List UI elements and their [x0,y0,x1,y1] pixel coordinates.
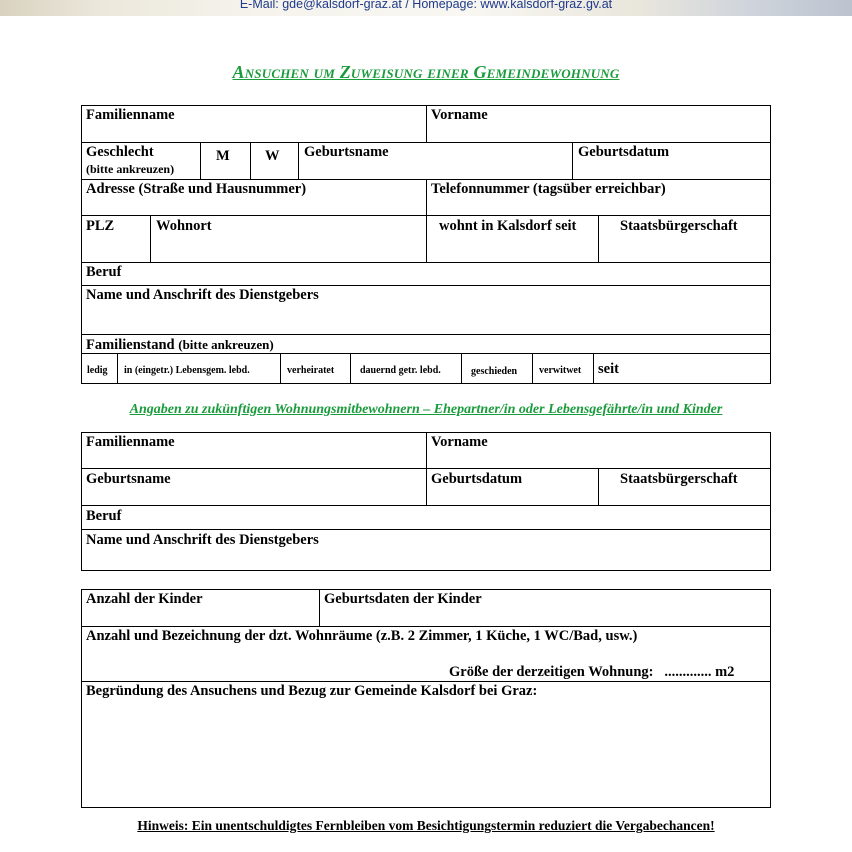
letterhead-banner [0,0,852,16]
option-ledig[interactable]: ledig [87,365,108,376]
label-adresse: Adresse (Straße und Hausnummer) [86,181,307,197]
label-vorname: Vorname [431,107,488,123]
checkbox-m[interactable]: M [216,148,230,164]
co-label-beruf: Beruf [86,508,122,524]
label-geburtsdaten-kinder: Geburtsdaten der Kinder [324,591,482,607]
label-geschlecht: Geschlecht [86,144,154,160]
label-beruf: Beruf [86,264,122,280]
label-geschlecht-hint: (bitte ankreuzen) [86,162,175,176]
label-begruendung: Begründung des Ansuchens und Bezug zur Gemeinde Kalsdorf bei Graz: [86,683,538,699]
label-dienstgeber: Name und Anschrift des Dienstgebers [86,287,319,303]
label-geburtsname: Geburtsname [304,144,389,160]
label-wohnt-seit: wohnt in Kalsdorf seit [439,218,577,234]
familienstand-text: Familienstand [86,337,175,353]
option-getrennt[interactable]: dauernd getr. lebd. [360,365,441,376]
option-geschieden[interactable]: geschieden [471,366,518,377]
label-seit: seit [598,361,619,377]
contact-line: E-Mail: gde@kalsdorf-graz.at / Homepage: www.kalsdorf-graz.gv.at [239,0,613,11]
co-label-dienstgeber: Name und Anschrift des Dienstgebers [86,532,319,548]
option-verheiratet[interactable]: verheiratet [287,365,335,376]
label-groesse: Größe der derzeitigen Wohnung: ............. m2 [449,664,735,680]
co-label-familienname: Familienname [86,434,175,450]
label-telefon: Telefonnummer (tagsüber erreichbar) [431,181,666,197]
label-wohnraeume: Anzahl und Bezeichnung der dzt. Wohnräume (z.B. 2 Zimmer, 1 Küche, 1 WC/Bad, usw.) [86,628,638,644]
co-label-vorname: Vorname [431,434,488,450]
label-staatsbuergerschaft: Staatsbürgerschaft [620,218,738,234]
option-verwitwet[interactable]: verwitwet [539,365,582,376]
label-anzahl-kinder: Anzahl der Kinder [86,591,203,607]
label-familienname: Familienname [86,107,175,123]
co-residents-heading: Angaben zu zukünftigen Wohnungsmitbewohnern – Ehepartner/in oder Lebensgefährte/in und Kinder [129,402,723,417]
form-title: Ansuchen um Zuweisung einer Gemeindewohnung [232,62,620,82]
co-label-geburtsdatum: Geburtsdatum [431,471,523,487]
checkbox-w[interactable]: W [265,148,280,164]
label-wohnort: Wohnort [156,218,212,234]
label-geburtsdatum: Geburtsdatum [578,144,670,160]
familienstand-hint: (bitte ankreuzen) [178,337,274,352]
co-label-staatsbuergerschaft: Staatsbürgerschaft [620,471,738,487]
co-label-geburtsname: Geburtsname [86,471,171,487]
footer-hinweis: Hinweis: Ein unentschuldigtes Fernbleiben vom Besichtigungstermin reduziert die Vergabechancen! [137,818,715,833]
label-familienstand [86,336,274,354]
option-lebensgemeinschaft[interactable]: in (eingetr.) Lebensgem. lebd. [124,365,250,376]
label-plz: PLZ [86,218,115,234]
